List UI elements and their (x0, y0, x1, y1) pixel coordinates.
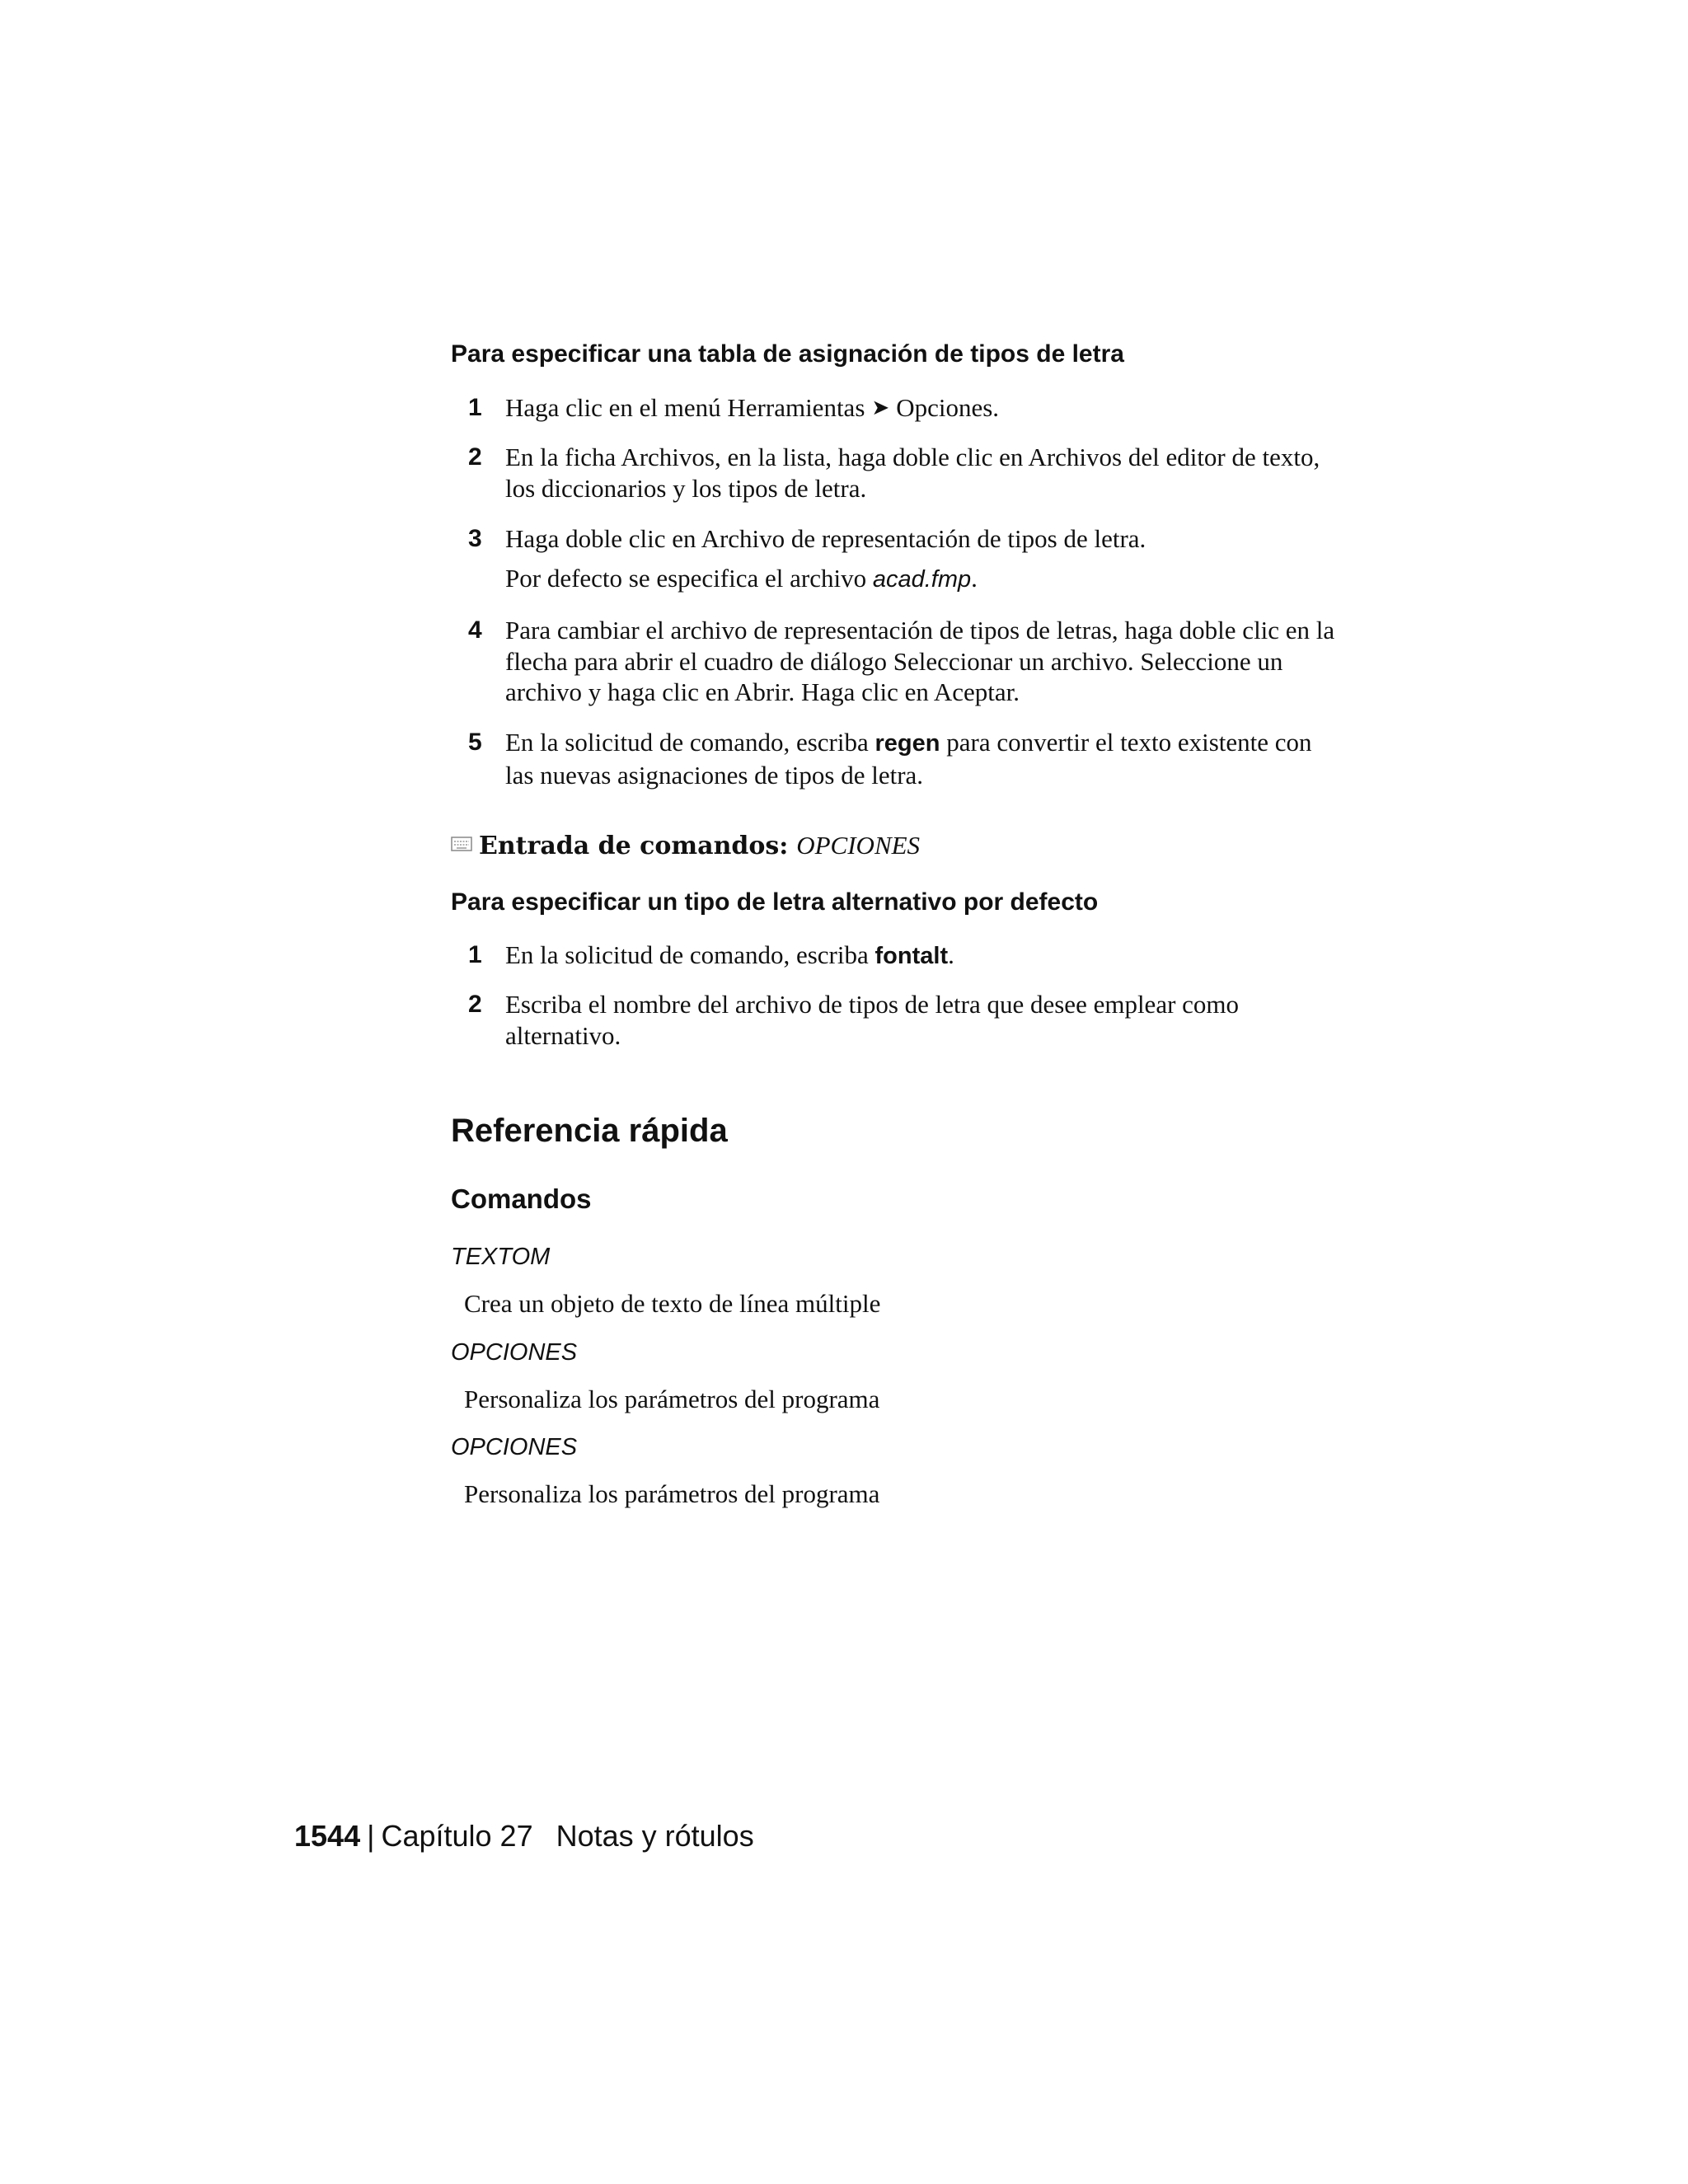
chapter-title: Notas y rótulos (556, 1819, 754, 1853)
section-title: Referencia rápida (451, 1113, 728, 1149)
step-text-part: Haga clic en el menú Herramientas (505, 393, 865, 422)
command-entry-label: Entrada de comandos: (479, 832, 789, 860)
step-text-part: para convertir el texto existente con las nuevas asignaciones de tipos de letra. (505, 728, 1312, 790)
step-number: 3 (468, 525, 482, 552)
subsection-title: Comandos (451, 1183, 592, 1214)
step-note (505, 563, 1346, 596)
command-keyword: fontalt (874, 943, 949, 969)
step-text (505, 940, 1346, 972)
command-entry (451, 830, 920, 862)
step-text-part: Opciones. (896, 393, 1000, 422)
step-number: 4 (468, 616, 482, 644)
step-number: 1 (468, 394, 482, 421)
command-name: TEXTOM (451, 1244, 551, 1270)
keyboard-icon (451, 836, 472, 852)
step-text-part: En la solicitud de comando, escriba (505, 940, 875, 969)
procedure-title: Para especificar una tabla de asignación de tipos de letra (451, 340, 1124, 368)
step-text (505, 392, 1346, 425)
step-text: Escriba el nombre del archivo de tipos de letra que desee emplear como alternativo. (505, 990, 1240, 1050)
step-number: 2 (468, 443, 482, 471)
step-note-text: . (971, 564, 978, 593)
chapter-label: Capítulo 27 (381, 1819, 533, 1853)
command-description: Personaliza los parámetros del programa (464, 1479, 880, 1508)
command-entry-value: OPCIONES (796, 831, 921, 860)
footer-separator: | (367, 1819, 375, 1853)
step-text: Para cambiar el archivo de representación de tipos de letras, haga doble clic en la flecha para abrir el cuadro de diálogo Seleccionar un archivo. Seleccione un archivo y haga clic en Abrir. Haga clic en Aceptar. (505, 616, 1335, 706)
command-name: OPCIONES (451, 1434, 578, 1460)
command-name: OPCIONES (451, 1339, 578, 1366)
step-number: 5 (468, 729, 482, 756)
command-description: Personaliza los parámetros del programa (464, 1385, 880, 1413)
step-text (505, 727, 1346, 790)
step-number: 2 (468, 991, 482, 1018)
step-number: 1 (468, 941, 482, 968)
step-note-text: Por defecto se especifica el archivo (505, 564, 873, 593)
step-text-part: En la solicitud de comando, escriba (505, 728, 875, 757)
page-footer (294, 1818, 754, 1854)
menu-arrow-icon: ➤ (871, 396, 890, 419)
step-text: En la ficha Archivos, en la lista, haga doble clic en Archivos del editor de texto, los diccionarios y los tipos de letra. (505, 443, 1320, 503)
procedure-title: Para especificar un tipo de letra alternativo por defecto (451, 888, 1099, 916)
command-keyword: regen (874, 730, 940, 757)
step-text: Haga doble clic en Archivo de representación de tipos de letra. (505, 524, 1146, 553)
page-number: 1544 (294, 1819, 361, 1853)
file-name: acad.fmp (872, 566, 972, 593)
command-description: Crea un objeto de texto de línea múltiple (464, 1289, 881, 1318)
step-text-part: . (948, 940, 954, 969)
